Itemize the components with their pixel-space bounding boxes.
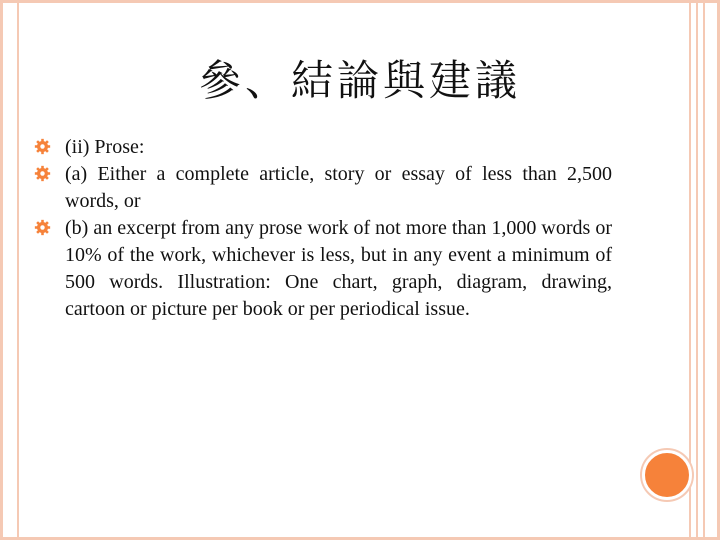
bullet-text: (b) an excerpt from any prose work of not more than 1,000 words or 10% of the work, whichever is less, but in any event a minimum of 500 words. Illustration: One chart, graph, diagram, drawing, cartoon or picture per book or per periodical issue. <box>65 217 612 320</box>
bullet-item <box>32 215 612 323</box>
bullet-text: (a) Either a complete article, story or essay of less than 2,500 words, or <box>65 163 612 212</box>
gear-icon <box>34 138 51 155</box>
bullet-list <box>32 134 612 323</box>
decorative-circle <box>642 450 692 500</box>
bullet-text: (ii) Prose: <box>65 136 145 158</box>
gear-icon <box>34 219 51 236</box>
slide-title: 參、結論與建議 <box>198 56 521 105</box>
gear-icon <box>34 165 51 182</box>
bullet-item <box>32 161 612 215</box>
bullet-item <box>32 134 612 161</box>
